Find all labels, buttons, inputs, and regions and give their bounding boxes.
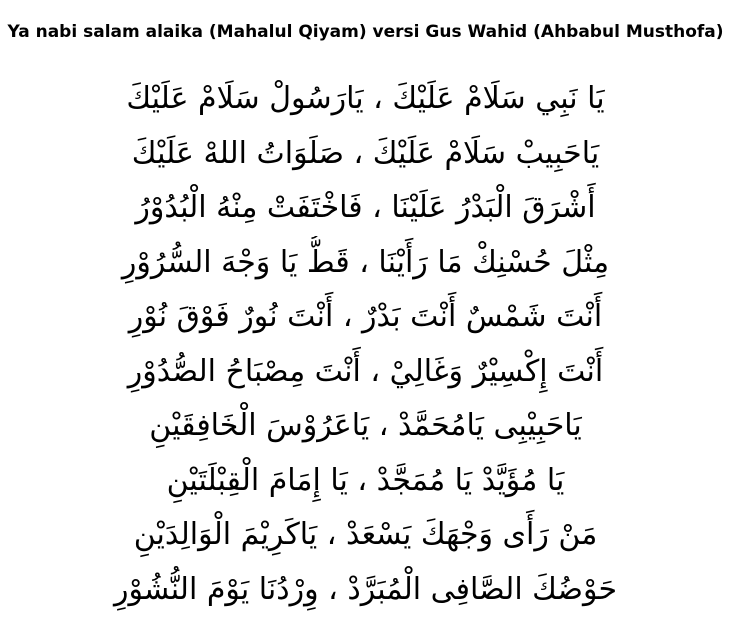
verse-line-5: أَنْتَ شَمْسٌ أَنْتَ بَدْرٌ ، أَنْتَ نُورٌ فَوْقَ نُوْرِ bbox=[128, 299, 603, 334]
verse-line-2: يَاحَبِيبْ سَلَامْ عَلَيْكَ ، صَلَوَاتُ اللهْ عَلَيْكَ bbox=[131, 135, 600, 171]
verse-line-7: يَاحَبِيْبِى يَامُحَمَّدْ ، يَاعَرُوْسَ الْخَافِقَيْنِ bbox=[149, 408, 582, 443]
verse-line-1: يَا نَبِي سَلَامْ عَلَيْكَ ، يَارَسُولْ سَلَامْ عَلَيْكَ bbox=[126, 81, 605, 116]
verse-line-3: أَشْرَقَ الْبَدْرُ عَلَيْنَا ، فَاخْتَفَتْ مِنْهُ الْبُدُوْرُ bbox=[135, 190, 596, 225]
verse-line-9: مَنْ رَأَى وَجْهَكَ يَسْعَدْ ، يَاكَرِيْمَ الْوَالِدَيْنِ bbox=[133, 517, 598, 552]
verse-line-6: أَنْتَ إِكْسِيْرٌ وَغَالِيْ ، أَنْتَ مِصْبَاحُ الصُّدُوْرِ bbox=[127, 353, 604, 389]
verse-line-10: حَوْضُكَ الصَّافِى الْمُبَرَّدْ ، وِرْدُنَا يَوْمَ النُّشُوْرِ bbox=[114, 571, 617, 607]
verse-line-4: مِثْلَ حُسْنِكْ مَا رَأَيْنَا ، قَطُّ يَا وَجْهَ السُّرُوْرِ bbox=[121, 244, 610, 280]
verse-line-8: يَا مُؤَيَّدْ يَا مُمَجَّدْ ، يَا إِمَامَ الْقِبْلَتَيْنِ bbox=[166, 462, 565, 498]
document-title: Ya nabi salam alaika (Mahalul Qiyam) versi Gus Wahid (Ahbabul Musthofa) bbox=[7, 22, 724, 42]
verse-list bbox=[0, 72, 731, 617]
